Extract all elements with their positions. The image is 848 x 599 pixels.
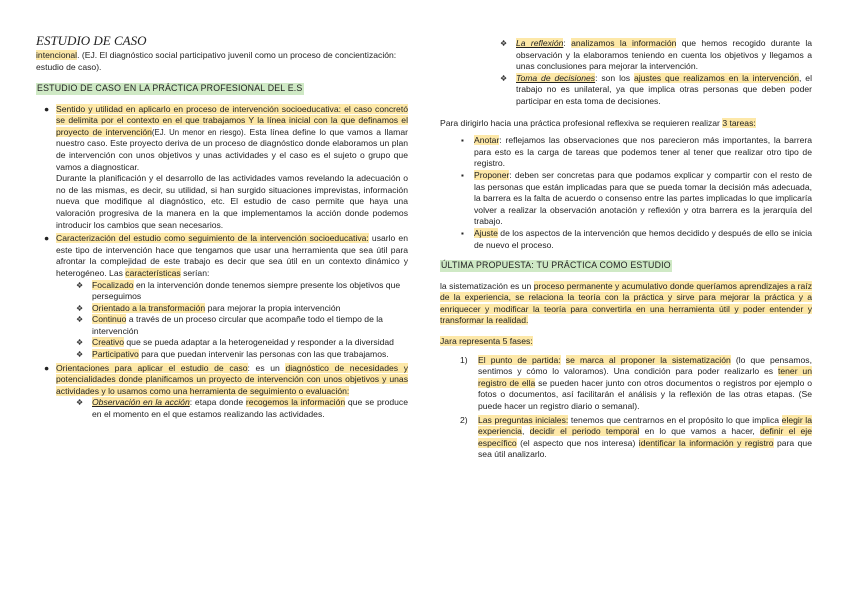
- item-text: tenemos que centrarnos en el propósito lo que implica: [568, 414, 782, 425]
- item-text: que se produce en el momento en el que estamos realizando las actividades.: [92, 397, 409, 420]
- section-heading-wrapper: [440, 260, 812, 272]
- observation-list: [36, 397, 408, 420]
- list-item: [72, 314, 408, 337]
- diamond-bullet-icon: ❖: [76, 303, 84, 313]
- bullet-orientaciones-highlight2: diagnóstico de necesidades y potencialidades donde planificamos un proyecto de intervención con unos objetivos y unas actividades y lo usamos como una herramienta de seguimiento o evaluación:: [56, 362, 408, 396]
- diamond-bullet-icon: ❖: [500, 39, 508, 48]
- item-highlight: Creativo: [92, 337, 124, 348]
- item-text: : deben ser concretas para que podamos explicar y compartir con el resto de las personas que están implicadas para que se pueda tomar la decisión más adecuada, la barrera es la falta de acuerdo o consenso entre las partes implicadas lo que implicaría volver a realizar la observación anotación y reflexión y otra barrera es la jerarquía del trabajo.: [474, 169, 812, 227]
- bullet-orientaciones-text: : es un: [247, 362, 286, 373]
- item-text: (lo que pensamos, sentimos y cómo lo valoramos). Una condición para poder realizarlo es: [478, 354, 812, 377]
- diamond-bullet-icon: ❖: [76, 338, 84, 348]
- item-text: en la intervención donde tenemos siempre presente los objetivos que perseguimos: [92, 279, 401, 302]
- diamond-bullet-icon: ❖: [76, 315, 84, 325]
- item-highlight: definir el eje específico: [478, 426, 812, 448]
- list-item: [72, 303, 408, 315]
- item-highlight: identificar la información y registro: [638, 437, 774, 448]
- section-heading-propuesta: ÚLTIMA PROPUESTA: TU PRÁCTICA COMO ESTUDIO: [441, 260, 671, 271]
- item-label: Toma de decisiones: [516, 72, 596, 83]
- item-highlight: ajustes que realizamos en la intervención: [633, 72, 800, 83]
- phases-intro: Jara representa 5 fases:: [440, 336, 533, 347]
- item-highlight: Participativo: [92, 349, 139, 360]
- item-text: que hemos recogido durante la observación y la elaboramos teniendo en cuenta los objetivos y llegamos a unas conclusiones para mejorar la intervención.: [516, 38, 813, 72]
- phase-number: 2): [460, 414, 468, 425]
- characteristics-list: [36, 280, 408, 361]
- item-highlight: Ajuste: [474, 227, 498, 238]
- phase-number: 1): [460, 354, 468, 365]
- bullet-caracterizacion-text: usarlo en este tipo de intervención hace que tengamos que usar una herramienta que sea útil para afrontar la complejidad de este trabajo es decir que sea útil en un contexto dinámico y heterogéneo. Las: [56, 233, 408, 278]
- bullet-orientaciones: [36, 363, 408, 398]
- item-text: ,: [521, 426, 530, 437]
- list-item: [496, 38, 812, 73]
- reflection-list: [440, 38, 812, 108]
- reflexive-text: Para dirigirlo hacia una práctica profesional reflexiva se requieren realizar: [440, 117, 723, 128]
- sistematizacion-highlight: proceso permanente y acumulativo donde queríamos aprendizajes a raíz de la experiencia, se relaciona la teoría con la práctica y sirve para mejorar la práctica y a enriquecer y modificar la teoría para convertirla en una herramienta útil y poder entender y transformar la realidad.: [440, 280, 813, 326]
- intro-paragraph: [36, 50, 408, 73]
- diamond-bullet-icon: ❖: [76, 398, 84, 408]
- item-highlight: recogemos la información: [245, 397, 346, 408]
- item-highlight: Anotar: [474, 135, 500, 146]
- phase-title: Las preguntas iniciales:: [478, 414, 569, 425]
- item-highlight: elegir la experiencia: [478, 414, 812, 437]
- list-item: [496, 73, 812, 108]
- list-item: [72, 280, 408, 303]
- list-item: [440, 355, 812, 413]
- bullet-icon: ●: [44, 103, 50, 114]
- bullet-icon: ●: [44, 362, 50, 373]
- phase-title: El punto de partida:: [478, 354, 561, 365]
- bullet-caracterizacion-highlight: Caracterización del estudio como seguimiento de la intervención socioeducativa:: [56, 233, 369, 244]
- item-text: para que sea útil analizarlo.: [478, 437, 812, 460]
- item-highlight: tener un registro de ella: [478, 366, 812, 388]
- tasks-list: [440, 135, 812, 251]
- item-highlight: se marca al proponer la sistematización: [565, 354, 731, 365]
- item-text: :: [563, 38, 572, 48]
- item-text: se pueden hacer junto con otros documentos o registros por ejemplo o fotos o documentos, así facilitarán el análisis y la reflexión de las otras etapas. (Se puede hacer un registro diario o semanal).: [478, 377, 812, 412]
- item-text: (el aspecto que nos interesa): [516, 437, 639, 448]
- item-highlight: Proponer: [474, 169, 510, 180]
- diamond-bullet-icon: ❖: [76, 280, 84, 290]
- list-item: [454, 135, 812, 170]
- square-bullet-icon: ▪: [461, 136, 464, 146]
- section-heading-estudio: ESTUDIO DE CASO EN LA PRÁCTICA PROFESIONAL DEL E.S: [37, 83, 303, 93]
- list-item: [454, 170, 812, 228]
- phases-intro-wrapper: [440, 336, 812, 348]
- bullet-sentido-text: . Esta línea define lo que vamos a llamar nuestro caso. Este proyecto deriva de un proceso de diagnóstico donde elaboramos un plan de intervención con unos objetivos y unas actividades y el caso es el sujeto o grupo que vamos a diagnosticar.: [56, 126, 408, 172]
- reflexive-paragraph: [440, 118, 812, 130]
- item-text: , el trabajo no es unilateral, ya que implica otras personas que deben poder participar en esta toma de decisiones.: [516, 72, 812, 106]
- item-text: : son los: [595, 72, 634, 83]
- item-text: : etapa donde: [189, 397, 246, 408]
- item-text: de los aspectos de la intervención que hemos decidido y después de ello se inicia de nuevo el proceso.: [474, 227, 812, 250]
- list-item: [72, 337, 408, 349]
- bullet-sentido-example: (EJ. Un menor en riesgo): [151, 127, 244, 137]
- item-text: que se pueda adaptar a la heterogeneidad y responder a la diversidad: [124, 337, 394, 348]
- square-bullet-icon: ▪: [461, 170, 464, 180]
- sistematizacion-paragraph: [440, 281, 812, 327]
- page-title: ESTUDIO DE CASO: [36, 33, 147, 48]
- item-highlight: decidir el periodo temporal: [529, 426, 640, 437]
- item-text: a través de un proceso circular que acompañe todo el tiempo de la intervención: [92, 314, 383, 336]
- intro-highlight: intencional: [36, 50, 78, 60]
- reflexive-highlight: 3 tareas:: [722, 117, 756, 128]
- bullet-sentido-highlight: Sentido y utilidad en aplicarlo en proceso de intervención socioeducativa: el caso concretó se delimita por el contexto en el que trabajamos Y la línea inicial con la que definamos el proyecto de intervención: [56, 103, 408, 137]
- item-text: para mejorar la propia intervención: [205, 302, 341, 313]
- bullet-caracterizacion-text2: serían:: [180, 267, 210, 278]
- item-highlight: analizamos la información: [571, 38, 677, 48]
- bullet-caracterizacion: [36, 233, 408, 279]
- bullet-orientaciones-highlight: Orientaciones para aplicar el estudio de caso: [56, 362, 248, 373]
- list-item: [72, 349, 408, 361]
- phases-list: [440, 355, 812, 461]
- bullet-icon: ●: [44, 233, 50, 244]
- left-column: [36, 83, 408, 421]
- list-item: [72, 397, 408, 420]
- bullet-caracteristicas-highlight: características: [125, 267, 181, 278]
- item-text: en lo que vamos a hacer,: [639, 426, 760, 437]
- item-highlight: Focalizado: [92, 279, 134, 290]
- item-label: Observación en la acción: [92, 397, 190, 408]
- item-highlight: Continuo: [92, 314, 127, 325]
- item-text: : reflejamos las observaciones que nos parecieron más importantes, la barrera para esto es la carga de tareas que podemos tener al tener que realizar otro tipo de registro.: [474, 135, 812, 169]
- list-item: [440, 415, 812, 461]
- intro-text: . (EJ. El diagnóstico social participativo juvenil como un proceso de concientización: estudio de caso).: [36, 50, 397, 72]
- diamond-bullet-icon: ❖: [76, 350, 84, 360]
- list-item: [454, 228, 812, 251]
- sistematizacion-text: la sistematización es un: [440, 280, 534, 291]
- bullet-sentido-para2: Durante la planificación y el desarrollo de las actividades vamos revelando la adecuación o no de las mismas, es decir, su utilidad, si han surgido situaciones imprevistas, información nueva que modifique al diagnóstico, etc. El estudio de caso permite que haya una valoración progresiva de la manera en la que implementamos la acción donde podemos introducir los cambios que sean necesarios.: [56, 173, 408, 230]
- item-label: La reflexión: [516, 38, 564, 48]
- bullet-sentido: [36, 104, 408, 232]
- item-highlight: Orientado a la transformación: [92, 302, 206, 313]
- item-text: para que puedan intervenir las personas con las que trabajamos.: [138, 349, 389, 360]
- square-bullet-icon: ▪: [461, 228, 464, 238]
- diamond-bullet-icon: ❖: [500, 73, 508, 83]
- right-column: [440, 38, 812, 461]
